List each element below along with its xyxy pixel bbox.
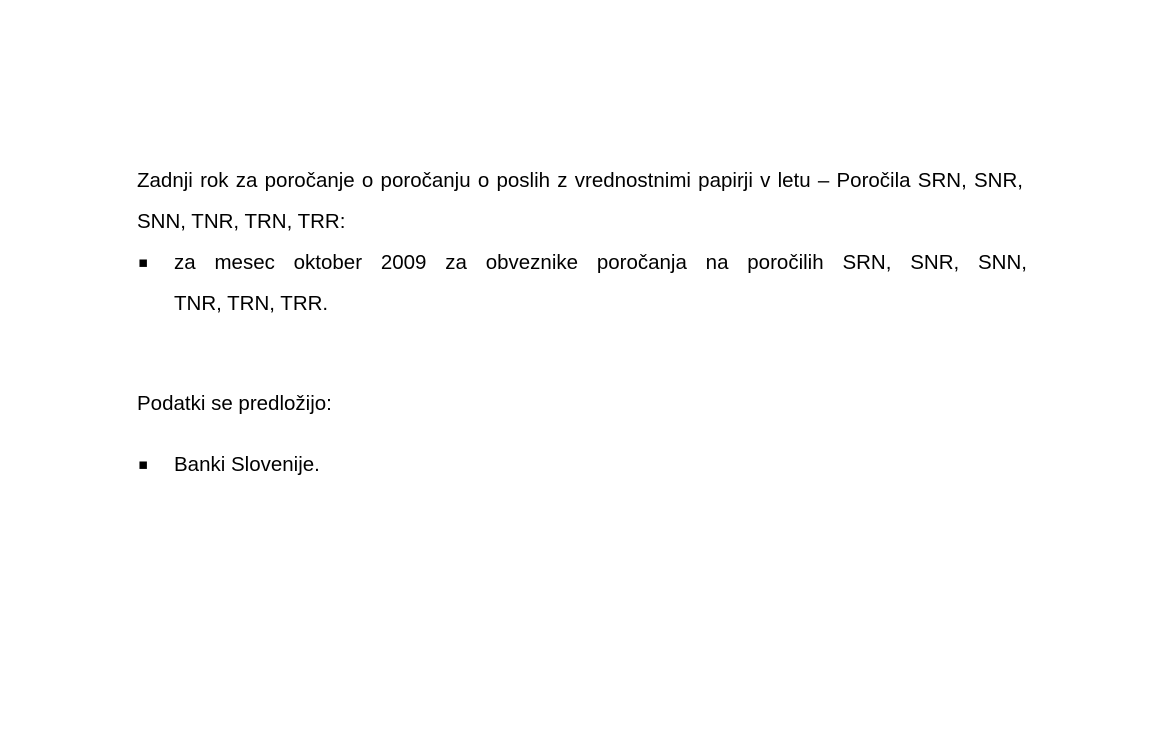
bullet-square-icon: ▪ — [138, 253, 149, 271]
list-item-line-2: TNR, TRN, TRR. — [174, 292, 329, 315]
list-item — [137, 242, 1027, 324]
bullet-square-icon: ▪ — [138, 455, 149, 473]
list-item — [137, 444, 1027, 485]
list-item-line-1: za mesec oktober 2009 za obveznike poročanja na poročilih SRN, SNR, SNN, — [174, 251, 1027, 274]
paragraph-spacer — [137, 324, 1027, 362]
list-item-text — [174, 242, 1027, 324]
document-content — [137, 160, 1027, 485]
intro-paragraph: Zadnji rok za poročanje o poročanju o poslih z vrednostnimi papirji v letu – Poročila SRN, SNR, SNN, TNR, TRN, TRR: — [137, 169, 1023, 233]
list-item-text: Banki Slovenije. — [174, 453, 320, 476]
submitted-heading: Podatki se predložijo: — [137, 391, 332, 415]
